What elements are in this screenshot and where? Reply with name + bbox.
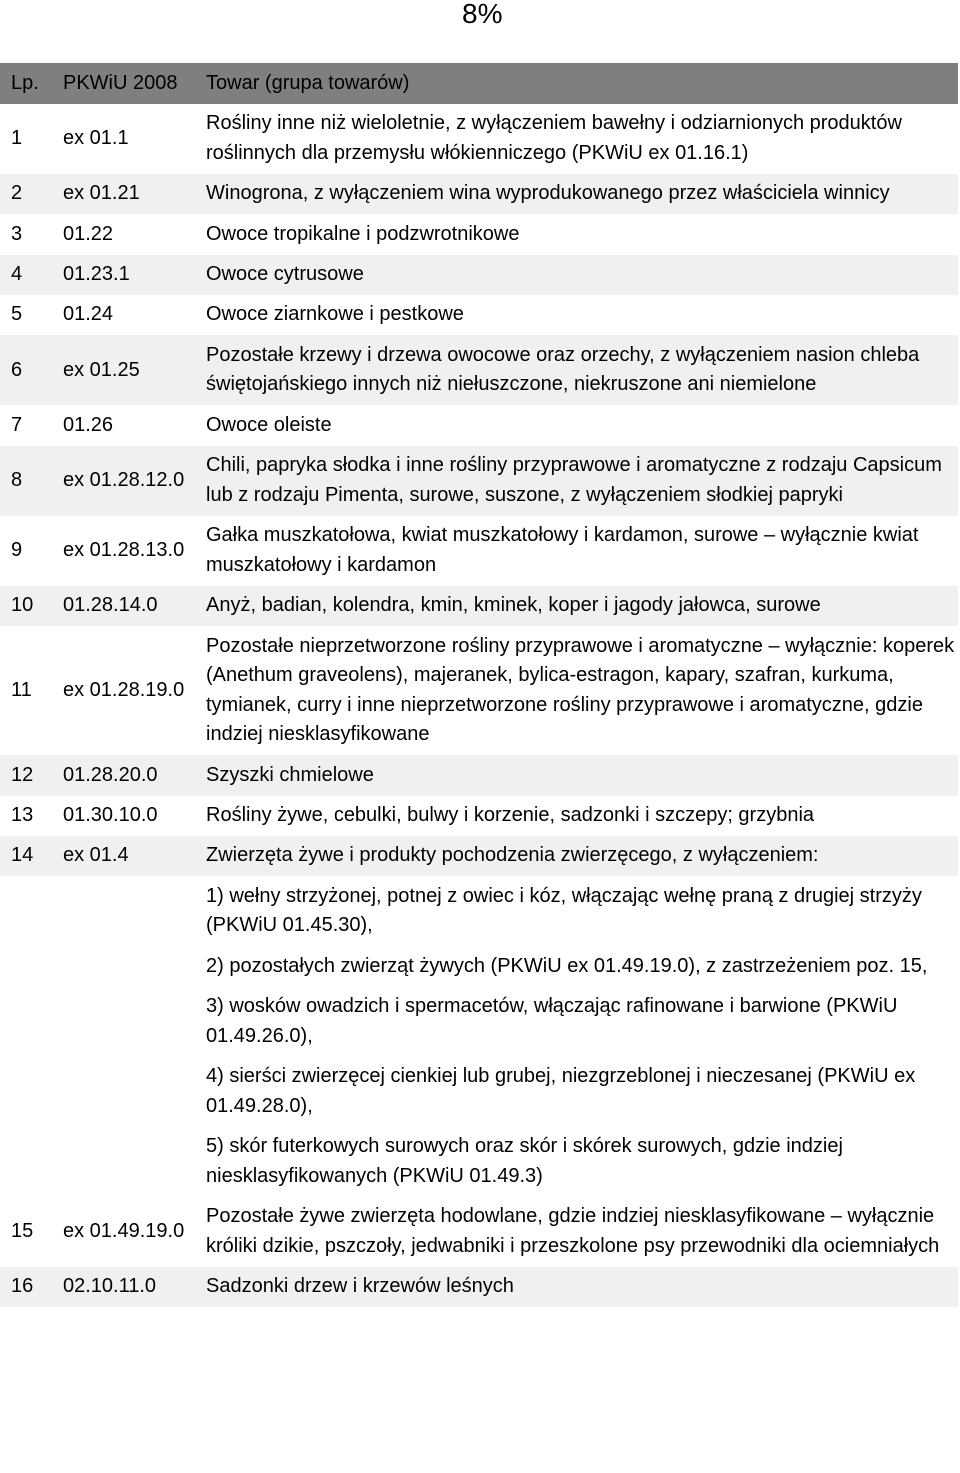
sub-item-row bbox=[0, 1127, 958, 1197]
row-lp: 4 bbox=[0, 255, 52, 295]
table-row bbox=[0, 755, 958, 795]
row-code: 01.28.14.0 bbox=[52, 586, 199, 626]
vat-rate-heading: 8% bbox=[462, 0, 503, 29]
table-row bbox=[0, 335, 958, 405]
row-code: ex 01.28.13.0 bbox=[52, 516, 199, 586]
goods-table bbox=[0, 63, 958, 1307]
table-row bbox=[0, 836, 958, 876]
row-lp: 7 bbox=[0, 405, 52, 445]
table-row bbox=[0, 796, 958, 836]
row-code: 01.26 bbox=[52, 405, 199, 445]
header-lp: Lp. bbox=[11, 71, 39, 94]
row-code: ex 01.49.19.0 bbox=[52, 1197, 199, 1267]
row-code: ex 01.1 bbox=[52, 104, 199, 174]
row-desc: Zwierzęta żywe i produkty pochodzenia zwierzęcego, z wyłączeniem: bbox=[199, 836, 958, 876]
sub-item-row bbox=[0, 1057, 958, 1127]
table-row bbox=[0, 405, 958, 445]
row-lp: 14 bbox=[0, 836, 52, 876]
row-desc: Rośliny inne niż wieloletnie, z wyłączeniem bawełny i odziarnionych produktów roślinnych dla przemysłu włókienniczego (PKWiU ex 01.16.1) bbox=[199, 104, 958, 174]
row-desc: Owoce oleiste bbox=[199, 405, 958, 445]
row-lp: 11 bbox=[0, 626, 52, 755]
row-lp: 5 bbox=[0, 295, 52, 335]
row-desc: Owoce ziarnkowe i pestkowe bbox=[199, 295, 958, 335]
table-row bbox=[0, 174, 958, 214]
table-header-row bbox=[0, 63, 958, 104]
row-desc: Pozostałe krzewy i drzewa owocowe oraz orzechy, z wyłączeniem nasion chleba świętojańskiego innych niż niełuszczone, niekruszone ani niemielone bbox=[199, 335, 958, 405]
row-desc: Sadzonki drzew i krzewów leśnych bbox=[199, 1267, 958, 1307]
row-desc: Winogrona, z wyłączeniem wina wyprodukowanego przez właściciela winnicy bbox=[199, 174, 958, 214]
table-row bbox=[0, 104, 958, 174]
row-lp: 6 bbox=[0, 335, 52, 405]
row-lp: 1 bbox=[0, 104, 52, 174]
table-row bbox=[0, 1197, 958, 1267]
table-row bbox=[0, 446, 958, 516]
row-code: 01.23.1 bbox=[52, 255, 199, 295]
row-lp: 2 bbox=[0, 174, 52, 214]
row-lp: 9 bbox=[0, 516, 52, 586]
row-code: ex 01.28.19.0 bbox=[52, 626, 199, 755]
row-code: 01.22 bbox=[52, 214, 199, 254]
header-code: PKWiU 2008 bbox=[63, 71, 178, 94]
row-lp: 12 bbox=[0, 755, 52, 795]
row-lp: 16 bbox=[0, 1267, 52, 1307]
sub-item: 4) sierści zwierzęcej cienkiej lub grubej, niezgrzeblonej i nieczesanej (PKWiU ex 01.49.28.0), bbox=[199, 1057, 958, 1127]
row-desc: Owoce tropikalne i podzwrotnikowe bbox=[199, 214, 958, 254]
row-lp: 13 bbox=[0, 796, 52, 836]
table-row bbox=[0, 516, 958, 586]
sub-item: 3) wosków owadzich i spermacetów, włączając rafinowane i barwione (PKWiU 01.49.26.0), bbox=[199, 987, 958, 1057]
sub-item-row bbox=[0, 946, 958, 986]
row-code: ex 01.21 bbox=[52, 174, 199, 214]
row-desc: Gałka muszkatołowa, kwiat muszkatołowy i kardamon, surowe – wyłącznie kwiat muszkatołowy i kardamon bbox=[199, 516, 958, 586]
row-desc: Owoce cytrusowe bbox=[199, 255, 958, 295]
sub-item: 2) pozostałych zwierząt żywych (PKWiU ex 01.49.19.0), z zastrzeżeniem poz. 15, bbox=[199, 946, 958, 986]
row-lp: 3 bbox=[0, 214, 52, 254]
row-desc: Rośliny żywe, cebulki, bulwy i korzenie, sadzonki i szczepy; grzybnia bbox=[199, 796, 958, 836]
row-code: ex 01.25 bbox=[52, 335, 199, 405]
row-desc: Chili, papryka słodka i inne rośliny przyprawowe i aromatyczne z rodzaju Capsicum lub z rodzaju Pimenta, surowe, suszone, z wyłączeniem słodkiej papryki bbox=[199, 446, 958, 516]
row-desc: Pozostałe żywe zwierzęta hodowlane, gdzie indziej niesklasyfikowane – wyłącznie króliki dzikie, pszczoły, jedwabniki i przeszkolone psy przewodniki dla ociemniałych bbox=[199, 1197, 958, 1267]
table-row bbox=[0, 1267, 958, 1307]
row-code: ex 01.4 bbox=[52, 836, 199, 876]
sub-item-row bbox=[0, 987, 958, 1057]
row-desc: Pozostałe nieprzetworzone rośliny przyprawowe i aromatyczne – wyłącznie: koperek (Anethum graveolens), majeranek, bylica-estragon, kapary, szafran, kurkuma, tymianek, curry i inne nieprzetworzone rośliny przyprawowe i aromatyczne, gdzie indziej niesklasyfikowane bbox=[199, 626, 958, 755]
sub-item: 5) skór futerkowych surowych oraz skór i skórek surowych, gdzie indziej niesklasyfikowanych (PKWiU 01.49.3) bbox=[199, 1127, 958, 1197]
row-desc: Anyż, badian, kolendra, kmin, kminek, koper i jagody jałowca, surowe bbox=[199, 586, 958, 626]
table-row bbox=[0, 255, 958, 295]
table-row bbox=[0, 214, 958, 254]
table-row bbox=[0, 295, 958, 335]
sub-item: 1) wełny strzyżonej, potnej z owiec i kóz, włączając wełnę praną z drugiej strzyży (PKWiU 01.45.30), bbox=[199, 876, 958, 946]
row-code: ex 01.28.12.0 bbox=[52, 446, 199, 516]
row-desc: Szyszki chmielowe bbox=[199, 755, 958, 795]
table-row bbox=[0, 626, 958, 755]
row-code: 01.28.20.0 bbox=[52, 755, 199, 795]
row-lp: 15 bbox=[0, 1197, 52, 1267]
row-code: 01.24 bbox=[52, 295, 199, 335]
row-lp: 10 bbox=[0, 586, 52, 626]
header-desc: Towar (grupa towarów) bbox=[206, 71, 410, 94]
row-code: 01.30.10.0 bbox=[52, 796, 199, 836]
table-row bbox=[0, 586, 958, 626]
sub-item-row bbox=[0, 876, 958, 946]
row-lp: 8 bbox=[0, 446, 52, 516]
row-code: 02.10.11.0 bbox=[52, 1267, 199, 1307]
